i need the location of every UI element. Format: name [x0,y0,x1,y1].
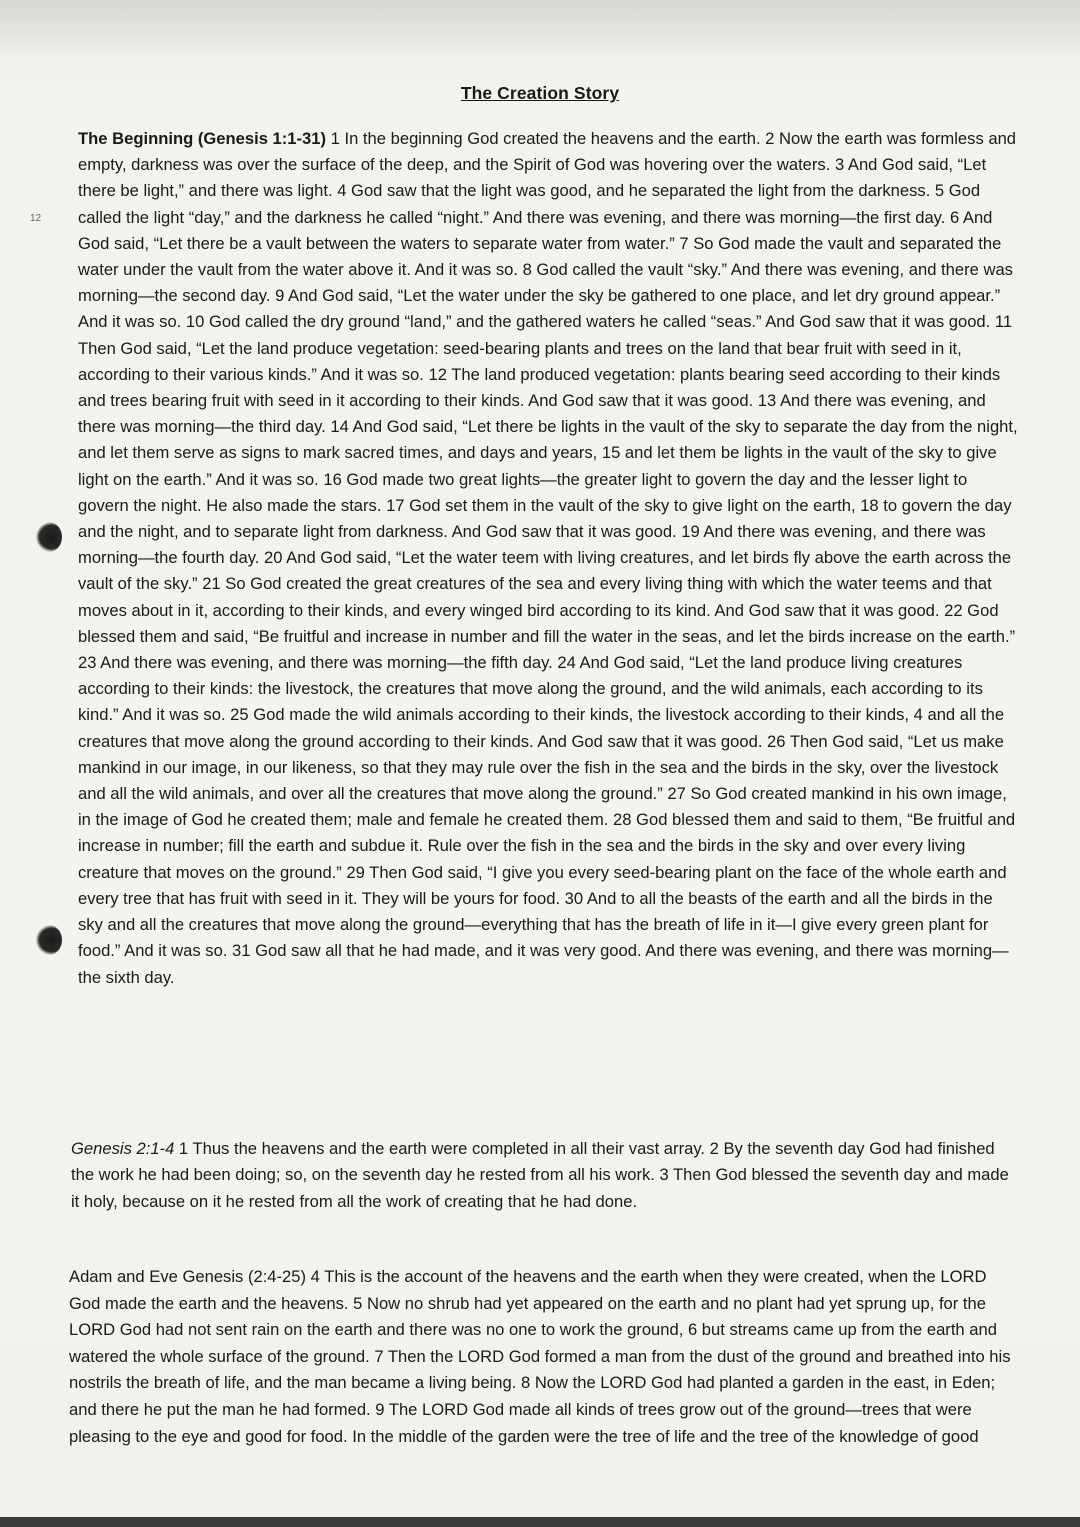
page-bottom-edge [0,1517,1080,1527]
paragraph-text: 1 Thus the heavens and the earth were completed in all their vast array. 2 By the seventh day God had finished the work he had been doing; so, on the seventh day he rested from all his work. 3 Then God blessed the seventh day and made it holy, because on it he rested from all the work of creating that he had done. [71,1139,1009,1211]
punch-hole [36,522,62,552]
section-heading: Genesis 2:1-4 [71,1139,175,1158]
paragraph-the-beginning [78,126,1022,991]
paragraph-text: 1 In the beginning God created the heavens and the earth. 2 Now the earth was formless and empty, darkness was over the surface of the deep, and the Spirit of God was hovering over the waters. 3 And God said, “Let there be light,” and there was light. 4 God saw that the light was good, and he separated the light from the darkness. 5 God called the light “day,” and the darkness he called “night.” And there was evening, and there was morning—the first day. 6 And God said, “Let there be a vault between the waters to separate water from water.” 7 So God made the vault and separated the water under the vault from the water above it. And it was so. 8 God called the vault “sky.” And there was evening, and there was morning—the second day. 9 And God said, “Let the water under the sky be gathered to one place, and let dry ground appear.” And it was so. 10 God called the dry ground “land,” and the gathered waters he called “seas.” And God saw that it was good. 11 Then God said, “Let the land produce vegetation: seed-bearing plants and trees on the land that bear fruit with seed in it, according to their various kinds.” And it was so. 12 The land produced vegetation: plants bearing seed according to their kinds and trees bearing fruit with seed in it according to their kinds. And God saw that it was good. 13 And there was evening, and there was morning—the third day. 14 And God said, “Let there be lights in the vault of the sky to separate the day from the night, and let them serve as signs to mark sacred times, and days and years, 15 and let them be lights in the vault of the sky to give light on the earth.” And it was so. 16 God made two great lights—the greater light to govern the day and the lesser light to govern the night. He also made the stars. 17 God set them in the vault of the sky to give light on the earth, 18 to govern the day and the night, and to separate light from darkness. And God saw that it was good. 19 And there was evening, and there was morning—the fourth day. 20 And God said, “Let the water teem with living creatures, and let birds fly above the earth across the vault of the sky.” 21 So God created the great creatures of the sea and every living thing with which the water teems and that moves about in it, according to their kinds, and every winged bird according to its kind. And God saw that it was good. 22 God blessed them and said, “Be fruitful and increase in number and fill the water in the seas, and let the birds increase on the earth.” 23 And there was evening, and there was morning—the fifth day. 24 And God said, “Let the land produce living creatures according to their kinds: the livestock, the creatures that move along the ground, and the wild animals, each according to its kind.” And it was so. 25 God made the wild animals according to their kinds, the livestock according to their kinds, 4 and all the creatures that move along the ground according to their kinds. And God saw that it was good. 26 Then God said, “Let us make mankind in our image, in our likeness, so that they may rule over the fish in the sea and the birds in the sky, over the livestock and all the wild animals, and over all the creatures that move along the ground.” 27 So God created mankind in his own image, in the image of God he created them; male and female he created them. 28 God blessed them and said to them, “Be fruitful and increase in number; fill the earth and subdue it. Rule over the fish in the sea and the birds in the sky and over every living creature that moves on the ground.” 29 Then God said, “I give you every seed-bearing plant on the face of the whole earth and every tree that has fruit with seed in it. They will be yours for food. 30 And to all the beasts of the earth and all the birds in the sky and all the creatures that move along the ground—everything that has the breath of life in it—I give every green plant for food.” And it was so. 31 God saw all that he had made, and it was very good. And there was evening, and there was morning—the sixth day. [78,129,1018,987]
paragraph-adam-and-eve [69,1264,1019,1450]
page-shadow [0,0,1080,60]
document-title: The Creation Story [460,83,620,103]
section-heading: The Beginning (Genesis 1:1-31) [78,129,327,148]
margin-annotation: 12 [30,213,42,224]
punch-hole [36,925,62,955]
paragraph-genesis-2 [71,1136,1021,1215]
paragraph-text: Adam and Eve Genesis (2:4-25) 4 This is the account of the heavens and the earth when they were created, when the LORD God made the earth and the heavens. 5 Now no shrub had yet appeared on the earth and no plant had yet sprung up, for the LORD God had not sent rain on the earth and there was no one to work the ground, 6 but streams came up from the earth and watered the whole surface of the ground. 7 Then the LORD God formed a man from the dust of the ground and breathed into his nostrils the breath of life, and the man became a living being. 8 Now the LORD God had planted a garden in the east, in Eden; and there he put the man he had formed. 9 The LORD God made all kinds of trees grow out of the ground—trees that were pleasing to the eye and good for food. In the middle of the garden were the tree of life and the tree of the knowledge of good [69,1267,1011,1446]
